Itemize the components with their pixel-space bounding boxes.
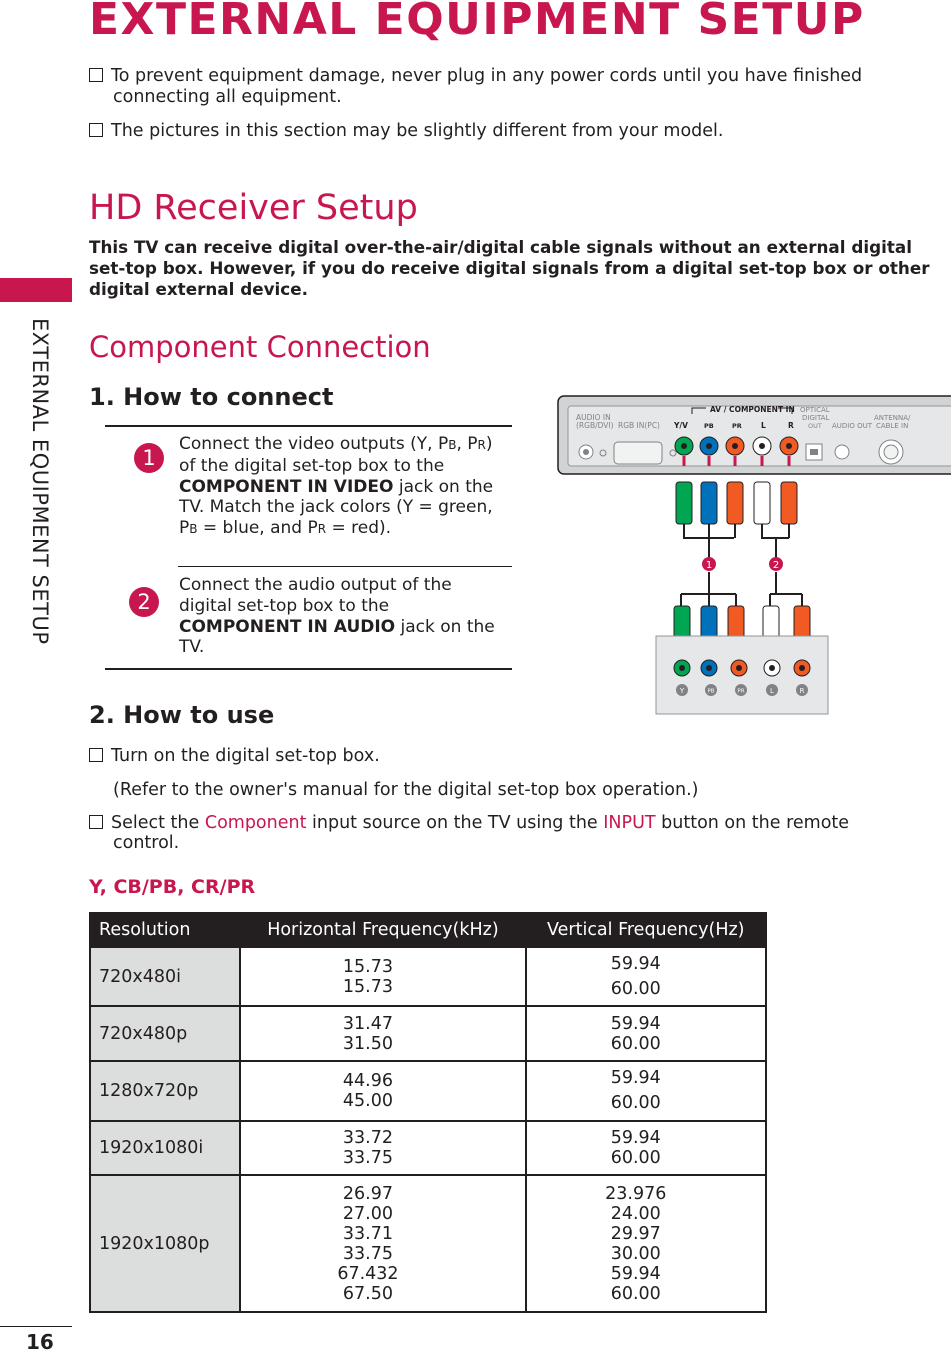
svg-text:R: R (799, 687, 805, 695)
checkbox-bullet-icon (89, 123, 103, 137)
how-to-connect-heading: 1. How to connect (89, 383, 334, 411)
svg-text:R: R (788, 421, 794, 430)
svg-text:DIGITAL: DIGITAL (802, 414, 830, 422)
table-row (90, 1175, 766, 1312)
section-heading-hd-receiver: HD Receiver Setup (89, 188, 418, 228)
horizontal-frequency-cell: 33.72 33.75 (240, 1121, 525, 1175)
horizontal-frequency-cell: 26.97 27.00 33.71 33.75 67.432 67.50 (240, 1175, 525, 1312)
page-title: EXTERNAL EQUIPMENT SETUP (89, 0, 865, 45)
note-line-continued: connecting all equipment. (113, 87, 342, 107)
resolution-cell: 1920x1080p (90, 1175, 240, 1312)
resolution-cell: 1280x720p (90, 1061, 240, 1121)
component-connection-diagram (556, 394, 951, 716)
svg-text:PB: PB (707, 688, 715, 695)
page-number-rule (0, 1326, 72, 1327)
page-number: 16 (26, 1330, 54, 1351)
horizontal-frequency-cell: 15.73 15.73 (240, 947, 525, 1006)
resolution-cell: 1920x1080i (90, 1121, 240, 1175)
note-line: To prevent equipment damage, never plug in any power cords until you have finished (111, 66, 863, 86)
step-2-badge: 2 (129, 587, 159, 617)
side-tab-marker (0, 278, 72, 302)
vertical-frequency-cell: 59.94 60.00 (526, 947, 766, 1006)
svg-text:L: L (761, 421, 766, 430)
connection-badge-2 (769, 557, 783, 571)
column-header-resolution: Resolution (90, 913, 240, 947)
column-header-vertical: Vertical Frequency(Hz) (526, 913, 766, 947)
step-1-text: Connect the video outputs (Y, PB, PR) of the digital set-top box to the COMPONENT IN VIDEO jack on the TV. Match the jack colors (Y = green, PB = blue, and PR = red). (179, 434, 494, 539)
svg-text:AV / COMPONENT IN: AV / COMPONENT IN (710, 405, 795, 414)
table-row (90, 1006, 766, 1061)
svg-text:Y/V: Y/V (674, 421, 688, 430)
svg-text:PR: PR (737, 688, 745, 695)
how-to-use-heading: 2. How to use (89, 701, 275, 729)
svg-text:AUDIO OUT: AUDIO OUT (832, 422, 873, 430)
resolution-table (89, 912, 767, 1313)
svg-text:OPTICAL: OPTICAL (800, 406, 830, 414)
column-header-horizontal: Horizontal Frequency(kHz) (240, 913, 525, 947)
steps-bottom-rule (105, 668, 512, 670)
side-section-label: EXTERNAL EQUIPMENT SETUP (28, 318, 52, 645)
svg-text:PR: PR (732, 422, 742, 430)
steps-top-rule (105, 425, 512, 427)
connection-badge-1 (702, 557, 716, 571)
svg-text:OUT: OUT (808, 422, 822, 430)
table-header-row (90, 913, 766, 947)
note-pictures (89, 121, 723, 142)
signal-format-heading: Y, CB/PB, CR/PR (89, 876, 256, 898)
svg-text:CABLE IN: CABLE IN (876, 422, 909, 430)
svg-text:Y: Y (679, 687, 685, 695)
table-row (90, 947, 766, 1006)
svg-text:(RGB/DVI): (RGB/DVI) (576, 421, 614, 430)
step-1-badge: 1 (134, 443, 164, 473)
note-line: The pictures in this section may be slightly different from your model. (111, 121, 724, 141)
vertical-frequency-cell: 59.94 60.00 (526, 1061, 766, 1121)
resolution-cell: 720x480p (90, 1006, 240, 1061)
use-step-turn-on: Turn on the digital set-top box. (89, 746, 947, 766)
connection-diagram-svg (556, 394, 951, 716)
checkbox-bullet-icon (89, 815, 103, 829)
step-2-text: Connect the audio output of the digital set-top box to the COMPONENT IN AUDIO jack on the TV. (179, 575, 495, 658)
horizontal-frequency-cell: 44.96 45.00 (240, 1061, 525, 1121)
svg-text:PB: PB (704, 422, 714, 430)
checkbox-bullet-icon (89, 748, 103, 762)
svg-text:AUDIO IN: AUDIO IN (576, 413, 611, 422)
section-intro: This TV can receive digital over-the-air/digital cable signals without an external digital set-top box. However, if you do receive digital signals from a digital set-top box or other digital external device. (89, 237, 930, 299)
resolution-cell: 720x480i (90, 947, 240, 1006)
svg-text:1: 1 (705, 560, 713, 571)
note-power-cords (89, 66, 862, 108)
horizontal-frequency-cell: 31.47 31.50 (240, 1006, 525, 1061)
table-row (90, 1121, 766, 1175)
vertical-frequency-cell: 59.94 60.00 (526, 1006, 766, 1061)
vertical-frequency-cell: 59.94 60.00 (526, 1121, 766, 1175)
subsection-heading-component: Component Connection (89, 330, 431, 364)
checkbox-bullet-icon (89, 68, 103, 82)
table-row (90, 1061, 766, 1121)
vertical-frequency-cell: 23.976 24.00 29.97 30.00 59.94 60.00 (526, 1175, 766, 1312)
use-step-refer-manual: (Refer to the owner's manual for the digital set-top box operation.) (113, 780, 699, 800)
use-step-select-input: Select the Component input source on the TV using the INPUT button on the remote control. (89, 813, 947, 853)
svg-text:ANTENNA/: ANTENNA/ (874, 414, 911, 422)
svg-text:RGB IN(PC): RGB IN(PC) (618, 421, 660, 430)
svg-text:L: L (770, 687, 774, 695)
svg-text:2: 2 (772, 560, 780, 571)
steps-divider (178, 566, 512, 567)
